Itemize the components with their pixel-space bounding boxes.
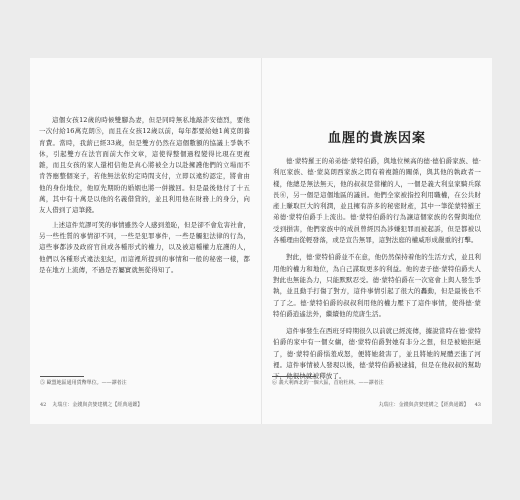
right-footnote: ⑥ 義大利西北的一個大區，首府杜林。——譯者注: [272, 380, 384, 386]
left-page: [30, 58, 261, 424]
right-page: [261, 58, 492, 424]
chapter-title: 血腥的貴族因案: [327, 131, 426, 146]
book-spread: [30, 58, 492, 424]
right-folio: [379, 401, 481, 408]
left-page-number: 42: [40, 402, 47, 408]
left-footnote: ⑤ 歐盟地區通用貨幣單位。——譯者注: [40, 380, 127, 386]
left-footnote-area: [40, 376, 250, 387]
left-paragraph-2: 上述這件荒謬可笑的事情雖然令人感到羞恥，但是卻不會危害社會，另一些性質的事情卻不同，一些是犯罪事件，一些是觸犯法律的行為，這些事都涉及政府官員或各種形式的權力，以及被這種權力庇護的人，他們以各種形式違法犯紀，而這裡所提到的事情和一般的秘密一樣，都是在地方上流傳，不過是否屬實就無從得知了。: [39, 220, 250, 274]
footnote-rule: [40, 376, 84, 377]
left-paragraph-1: 這個女孩12歲的時候雙腳為妻，但是同時無私地敲詐安德烈，要他一次付給16萬克朗⑤，而且在女孩12歲以前，每年都要給她1萬克朗養育費。當時，我薪已經33歲，但是雙方仍然在這個數額的協議上爭執不休，引起雙方在法官面前大作文章，這使得整個過程變得比現在更複雜，而且女孩的家人還相信他是真心將被全力以赴擁護他們的立場而不肯答應整個案子，若他無法依約定時間支付，立即以違約認定，將會由他的身份地位，他原先期盼的婚姻也將一併撤回。但是最後他付了十五萬，其中有十萬是以他的名義借貸的，並且利用他在財務上的身分，向友人借到了這筆錢。: [39, 116, 250, 215]
right-paragraph-1: 德·蒙特羅王的弟弟德·蒙特伯爵，與地位極高的德·德伯爵家族、德·利厄家族、德·蒙莫朗西家族之間有着複雜的關係，與其他的執政者一樣，他總是無法無天，他的叔叔是當權的人，一個是義大利皇家騎兵隊長⑥，另一個是這個地區的議員。他們全家被指控利用職權，在公共財產上賺取巨大的利潤，並且擁有許多的秘密財產，其中一筆從蒙特羅王弟德·蒙特伯爵手上流出。德·蒙特伯爵的行為讓這個家族的名聲與地位受到損害，他們家族中的成員曾經因為涉嫌犯罪而被起訴，但是都被以各種理由從輕發落，或是宣告無罪，這對法庭的權威形成嚴重的打擊。: [273, 157, 481, 245]
right-paragraph-2: 對此，德·蒙特伯爵並不在意，他仍然保持着他的生活方式，並且利用他的權力和地位，為自己謀取更多的利益。他的妻子德·蒙特伯爵夫人對此也無能為力，只能默默忍受。德·蒙特伯爵在一次宴會上與人發生爭執，並且動手打傷了對方，這件事情引起了很大的轟動，但是最後也不了了之。德·蒙特伯爵的叔叔利用他的權力壓下了這件事情，使得德·蒙特伯爵逍遙法外，繼續他的荒唐生活。: [273, 253, 481, 318]
right-running-title: 丸瑞庄：金錢與貪婪建構之【經典通鑑】: [378, 402, 469, 408]
left-folio: [40, 401, 142, 408]
footnote-rule: [272, 376, 316, 377]
right-footnote-area: [272, 376, 481, 387]
right-paragraph-3: 這件事發生在西班牙時期很久以前就已經流傳，據說當時在德·蒙特伯爵的家中有一個女傭，德·蒙特伯爵對她有非分之想，但是被她拒絕了，德·蒙特伯爵惱羞成怒，便將她殺害了，並且將她的屍體丟進了河裡。這件事情被人發現以後，德·蒙特伯爵被逮捕，但是在他叔叔的幫助下，他很快就被釋放了。: [273, 327, 481, 381]
left-running-title: 丸瑞庄：金錢與貪婪建構之【經典通鑑】: [52, 402, 143, 408]
right-page-number: 43: [474, 402, 481, 408]
